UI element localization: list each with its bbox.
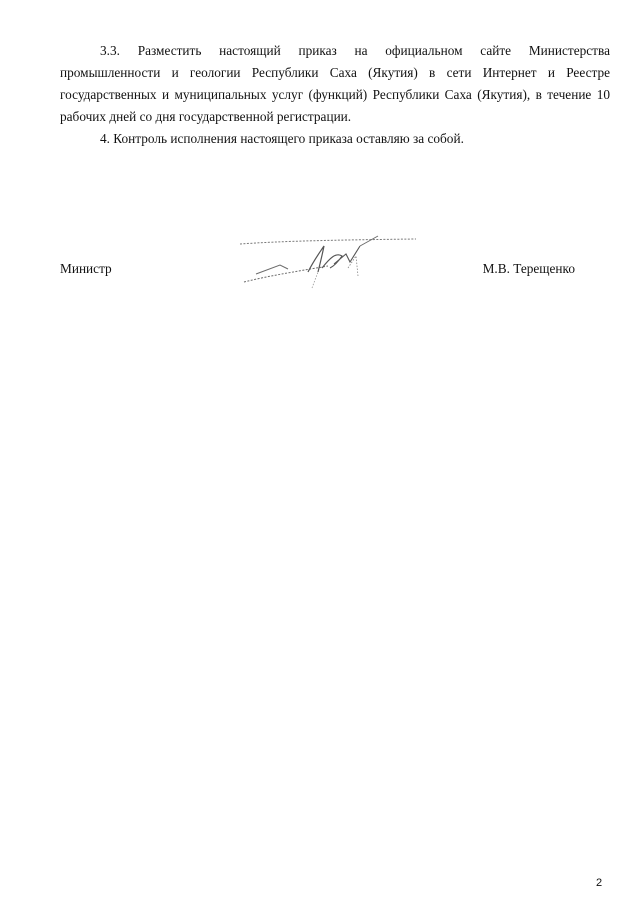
page-number: 2 (596, 877, 603, 889)
paragraph-3-3: 3.3. Разместить настоящий приказ на официальном сайте Министерства промышленности и геологии Республики Саха (Якутия) в сети Интернет и Реестре государственных и муниципальных услуг (функций) Республики Саха (Якутия), в течение 10 рабочих дней со дня государственной регистрации. (60, 43, 610, 124)
signer-name: М.В. Терещенко (482, 261, 575, 276)
signer-position: Министр (60, 261, 112, 276)
paragraph-4: 4. Контроль исполнения настоящего приказа оставляю за собой. (100, 131, 464, 146)
document-body (60, 40, 610, 150)
signature-row (60, 258, 575, 280)
